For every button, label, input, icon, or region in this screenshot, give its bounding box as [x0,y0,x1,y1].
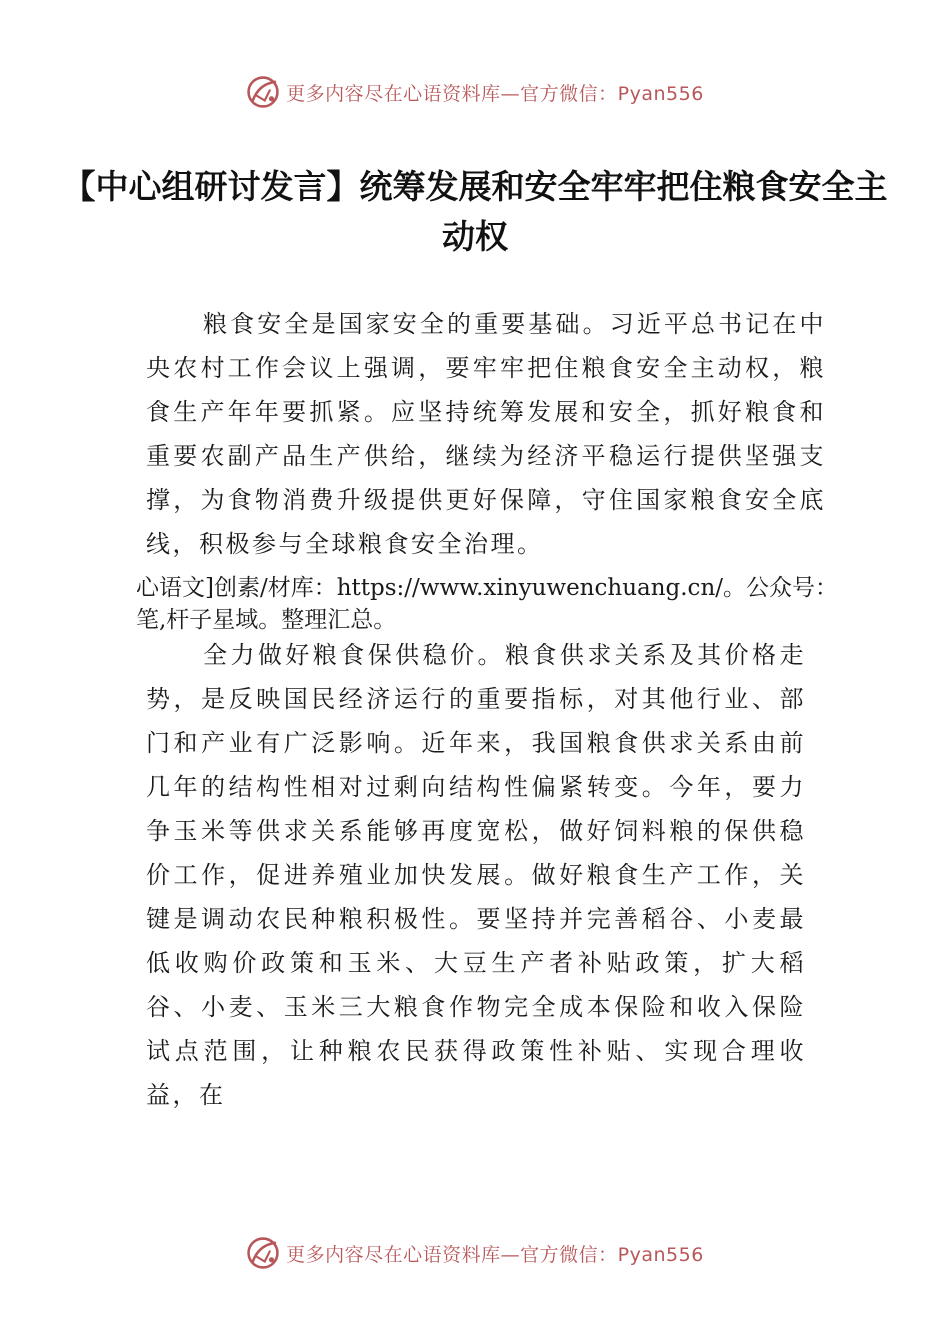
header-banner [0,72,950,112]
footer-banner [0,1233,950,1273]
logo-icon [246,75,280,109]
paragraph-2: 全力做好粮食保供稳价。粮食供求关系及其价格走势，是反映国民经济运行的重要指标，对其他行业、部门和产业有广泛影响。近年来，我国粮食供求关系由前几年的结构性相对过剩向结构性偏紧转变。今年，要力争玉米等供求关系能够再度宽松，做好饲料粮的保供稳价工作，促进养殖业加快发展。做好粮食生产工作，关键是调动农民种粮积极性。要坚持并完善稻谷、小麦最低收购价政策和玉米、大豆生产者补贴政策，扩大稻谷、小麦、玉米三大粮食作物完全成本保险和收入保险试点范围，让种粮农民获得政策性补贴、实现合理收益，在 [146,641,806,1109]
banner-text: 更多内容尽在心语资料库—官方微信：Pyan556 [286,82,704,105]
banner-text: 更多内容尽在心语资料库—官方微信：Pyan556 [286,1243,704,1266]
paragraph-1: 粮食安全是国家安全的重要基础。习近平总书记在中央农村工作会议上强调，要牢牢把住粮食安全主动权，粮食生产年年要抓紧。应坚持统筹发展和安全，抓好粮食和重要农副产品生产供给，继续为经济平稳运行提供坚强支撑，为食物消费升级提供更好保障，守住国家粮食安全底线，积极参与全球粮食安全治理。 [146,310,826,558]
document-title: 【中心组研讨发言】统筹发展和安全牢牢把住粮食安全主动权 [62,167,888,256]
logo-icon [246,1236,280,1270]
source-note: 心语文]创素/材库：https://www.xinyuwenchuang.cn/。公众号：笔,杆子星域。整理汇总。 [136,575,839,633]
wechat-id: Pyan556 [617,82,704,105]
wechat-id: Pyan556 [617,1243,704,1266]
